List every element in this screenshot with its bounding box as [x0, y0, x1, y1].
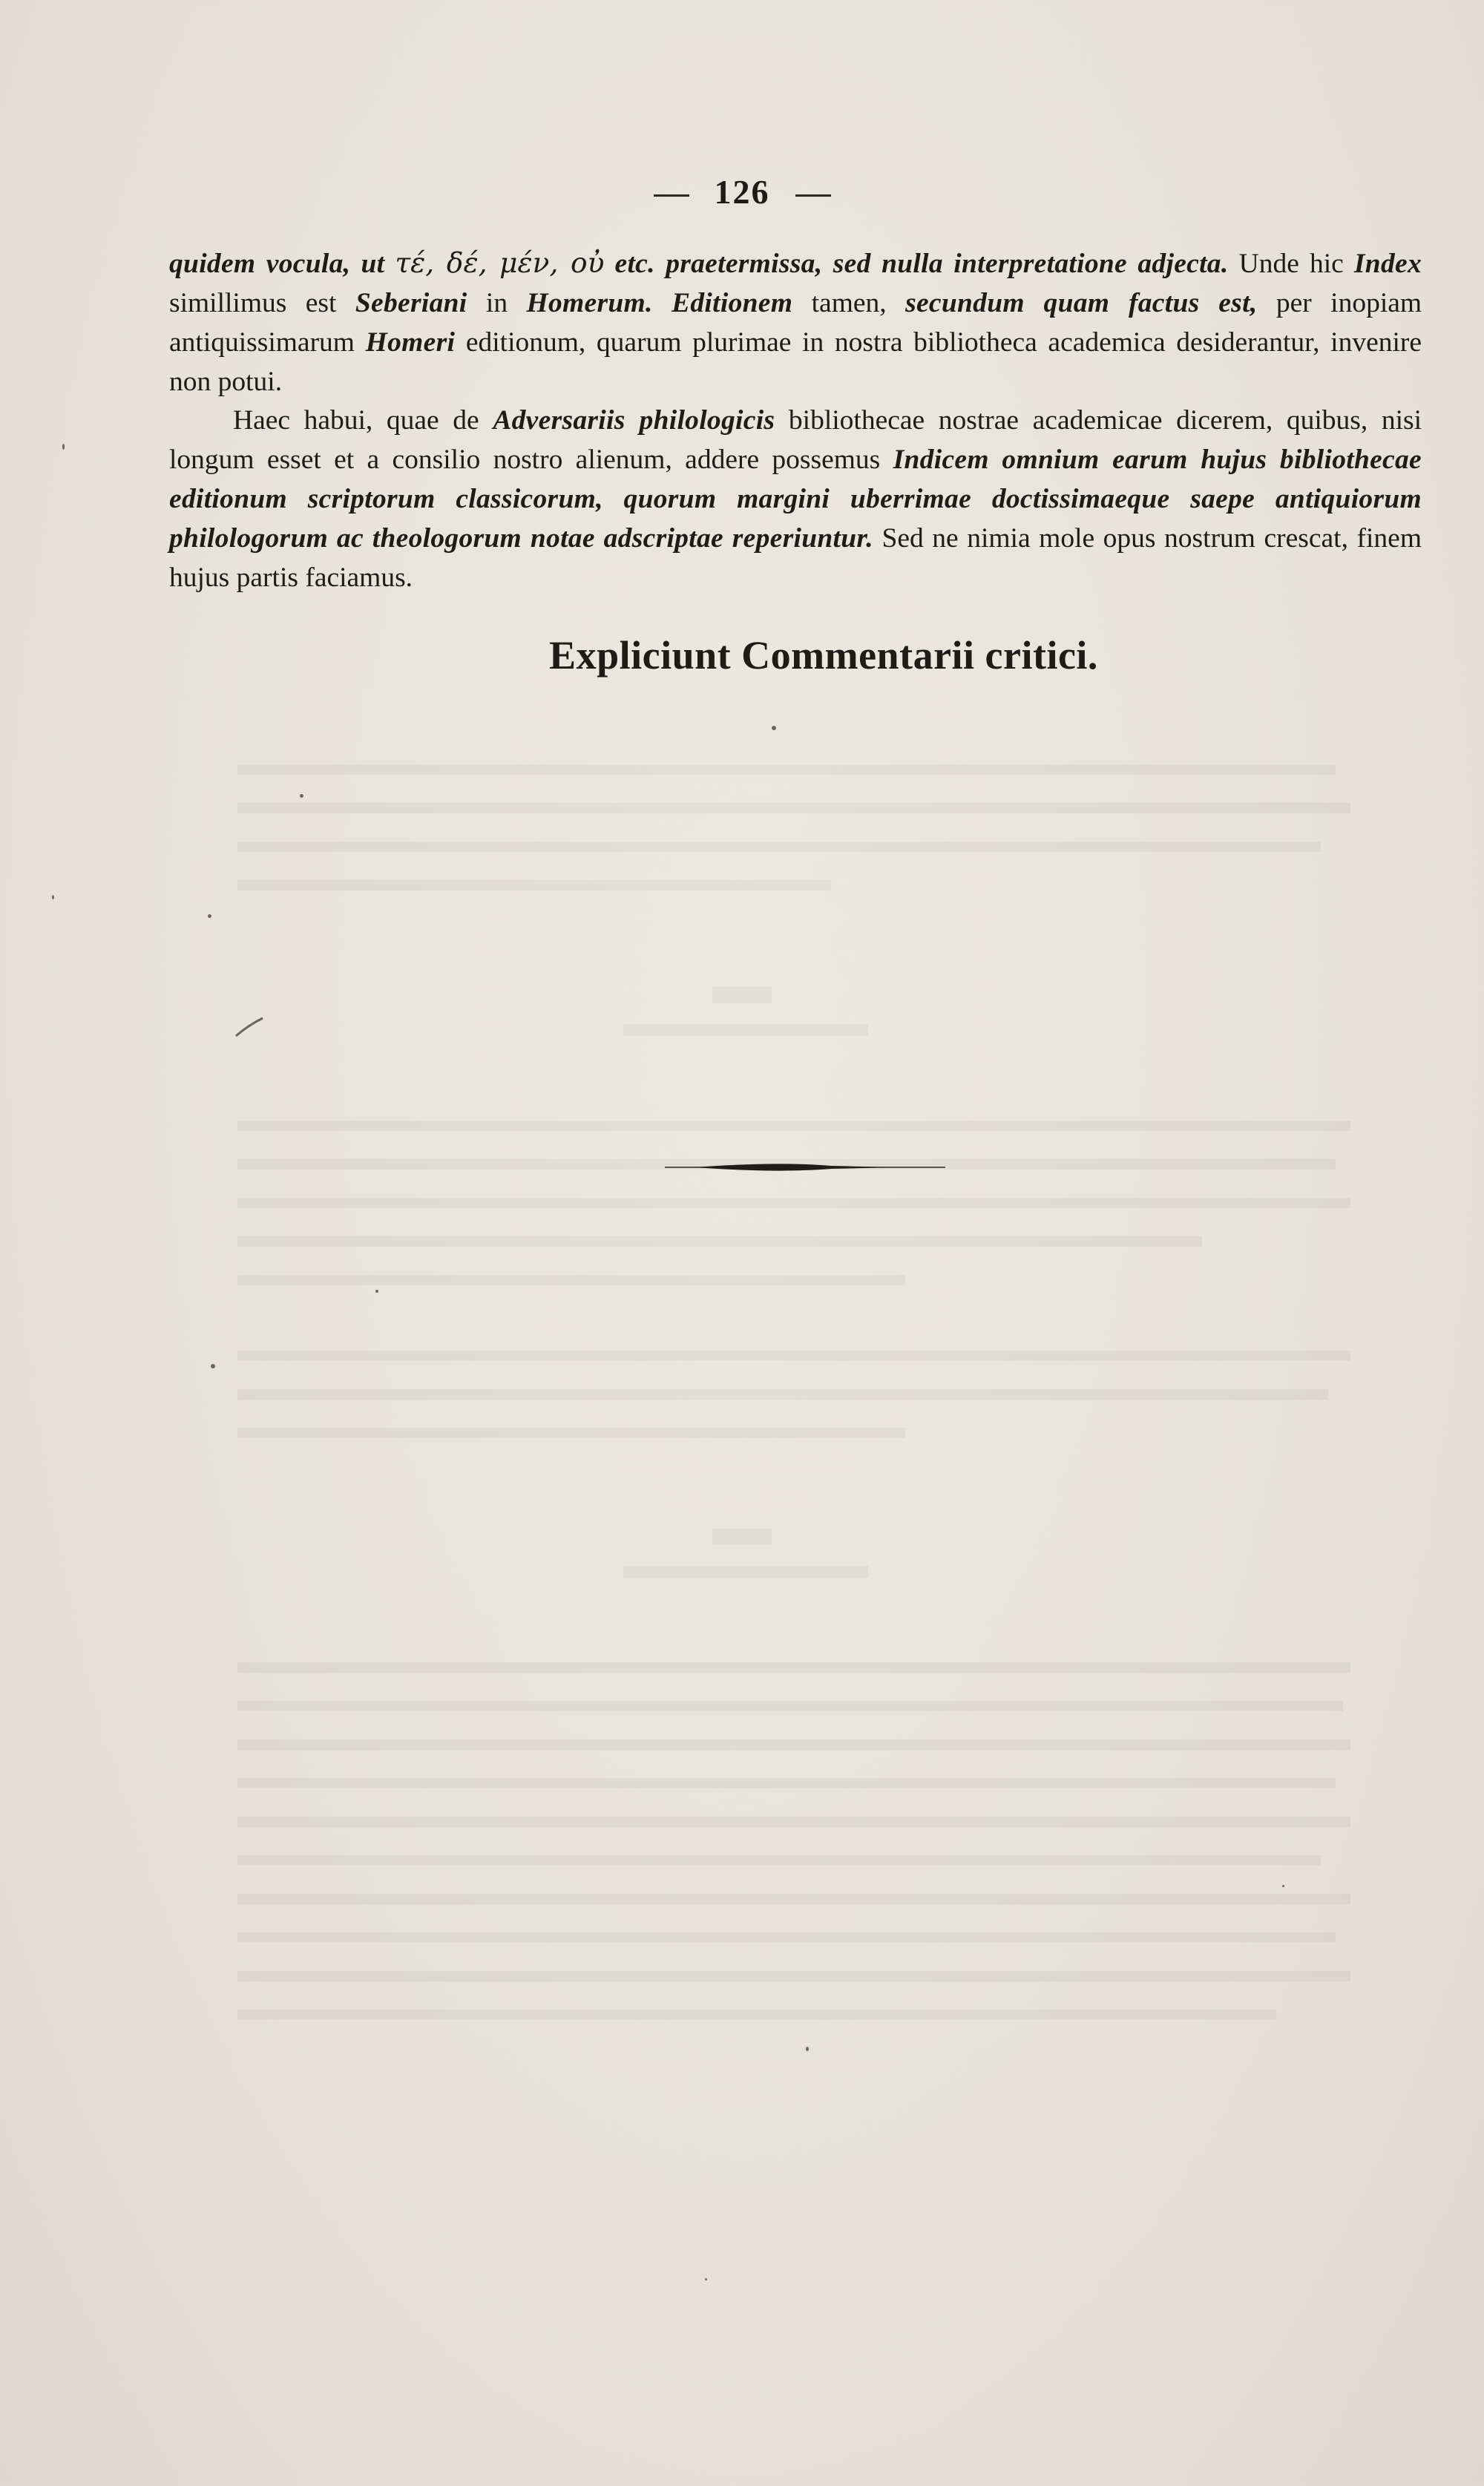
paper-speck: [52, 895, 54, 899]
paper-speck: [375, 1290, 378, 1293]
bleed-through-texture: [237, 742, 1388, 2226]
paper-speck: [772, 726, 776, 730]
paper-speck: [300, 794, 303, 798]
ink-stroke-mark: [234, 1017, 266, 1039]
end-ornament-rule: [665, 1156, 945, 1178]
paper-speck: [1282, 1885, 1284, 1887]
paper-speck: [208, 914, 211, 918]
closing-heading: Expliciunt Commentarii critici.: [549, 633, 1098, 678]
paragraph-index-note: quidem vocula, ut τέ, δέ, μέν, οὐ etc. praetermissa, sed nulla interpretatione adjecta. Unde hic Index simillimus est Seberiani in Homerum. Editionem tamen, secundum quam factus est, per inopiam antiquissimarum Homeri editionum, quarum plurimae in nostra bibliotheca academica desiderantur, invenire non potui.: [169, 246, 1422, 397]
page-number-line: [0, 172, 1484, 211]
paper-speck: [705, 2278, 707, 2280]
page-number: 126: [714, 173, 770, 211]
paragraph-adversaria: Haec habui, quae de Adversariis philologicis bibliothecae nostrae academicae dicerem, quibus, nisi longum esset et a consilio nostro alienum, addere possemus Indicem omnium earum hujus bibliothecae editionum scriptorum classicorum, quorum margini uberrimae doctissimaeque saepe antiquiorum philologorum ac theologorum notae adscriptae reperiuntur. Sed ne nimia mole opus nostrum crescat, finem hujus partis faciamus.: [169, 405, 1422, 593]
greek-particles: τέ, δέ, μέν, οὐ: [395, 246, 605, 279]
dash-left: [654, 194, 689, 197]
dash-right: [795, 194, 831, 197]
paper-speck: [62, 444, 65, 450]
paper-speck: [806, 2047, 809, 2051]
paper-speck: [211, 1364, 215, 1368]
